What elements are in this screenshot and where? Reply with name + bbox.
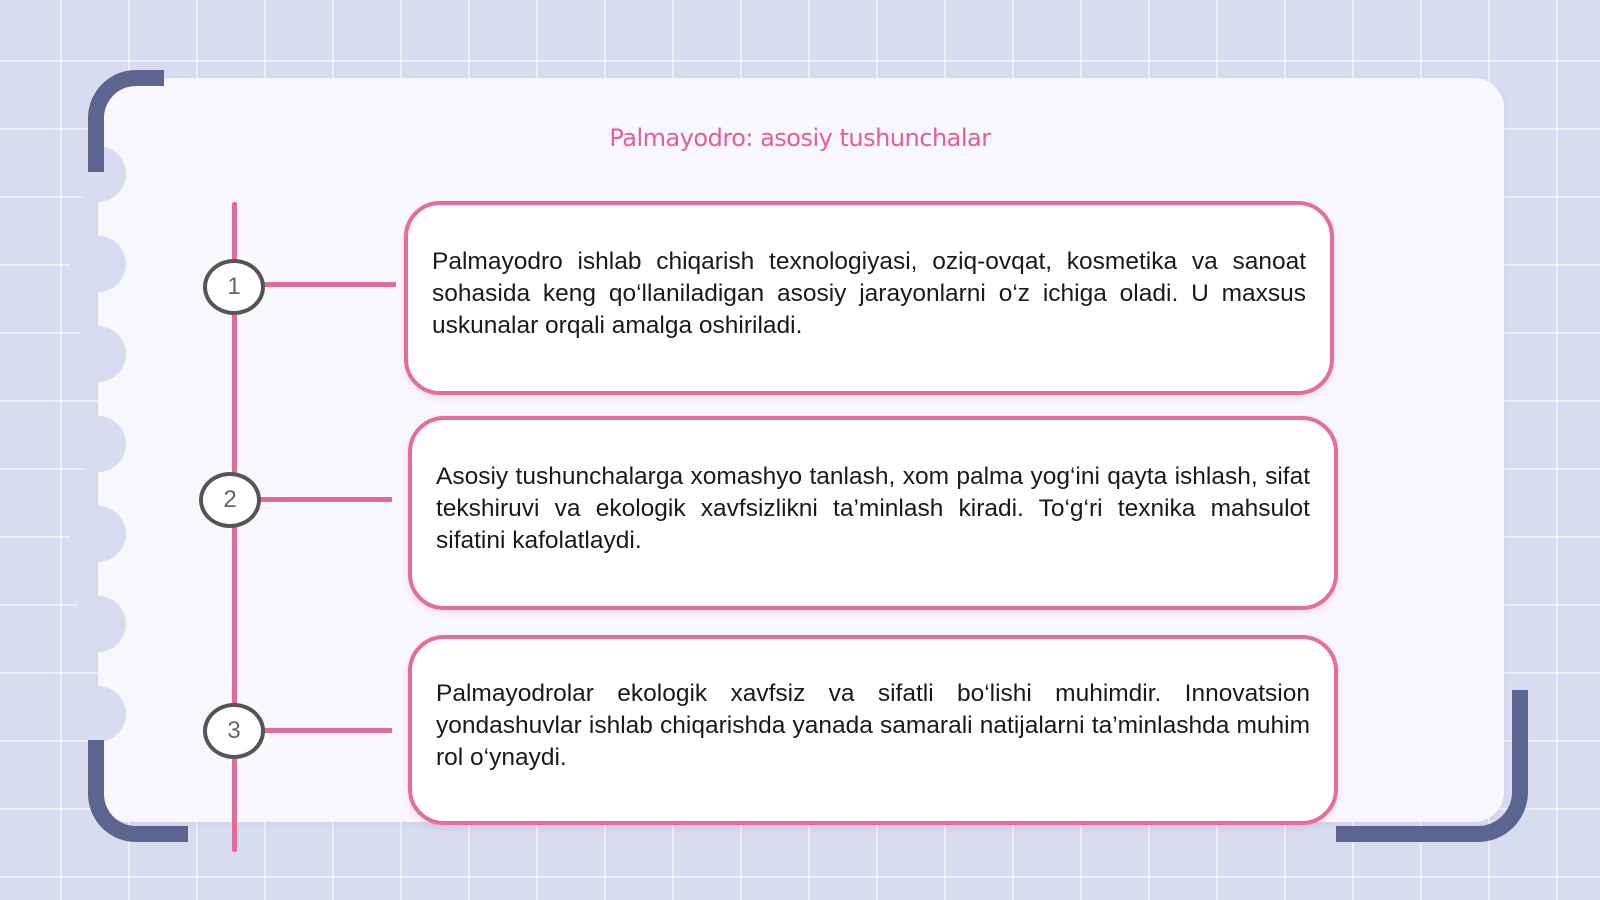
step-text-3: Palmayodrolar ekologik xavfsiz va sifatli bo‘lishi muhimdir. Innovatsion yondashuvlar ishlab chiqarishda yanada samarali natijalarni ta’minlashda muhim rol o‘ynaydi. — [436, 680, 1310, 771]
step-number-3: 3 — [203, 703, 265, 759]
scallop-edge — [70, 416, 126, 472]
timeline-connector — [262, 282, 396, 287]
scallop-edge — [70, 686, 126, 742]
corner-bracket-top-left — [88, 70, 164, 172]
scallop-edge — [70, 506, 126, 562]
step-number-1: 1 — [203, 259, 265, 315]
scallop-edge — [70, 596, 126, 652]
timeline-connector — [258, 497, 392, 502]
step-box-2 — [408, 416, 1338, 610]
step-text-2: Asosiy tushunchalarga xomashyo tanlash, xom palma yog‘ini qayta ishlash, sifat tekshiruvi va ekologik xavfsizlikni ta’minlash kiradi. To‘g‘ri texnika mahsulot sifatini kafolatlaydi. — [436, 463, 1310, 554]
step-box-3 — [408, 635, 1338, 825]
timeline-connector — [262, 728, 392, 733]
corner-bracket-bottom-left — [88, 740, 188, 842]
step-number-2: 2 — [199, 472, 261, 528]
scallop-edge — [70, 326, 126, 382]
step-box-1 — [404, 201, 1334, 395]
scallop-edge — [70, 236, 126, 292]
corner-bracket-bottom-right — [1336, 690, 1528, 842]
step-text-1: Palmayodro ishlab chiqarish texnologiyasi, oziq-ovqat, kosmetika va sanoat sohasida keng qo‘llaniladigan asosiy jarayonlarni o‘z ichiga oladi. U maxsus uskunalar orqali amalga oshiriladi. — [432, 248, 1306, 339]
slide-title: Palmayodro: asosiy tushunchalar — [609, 124, 991, 152]
